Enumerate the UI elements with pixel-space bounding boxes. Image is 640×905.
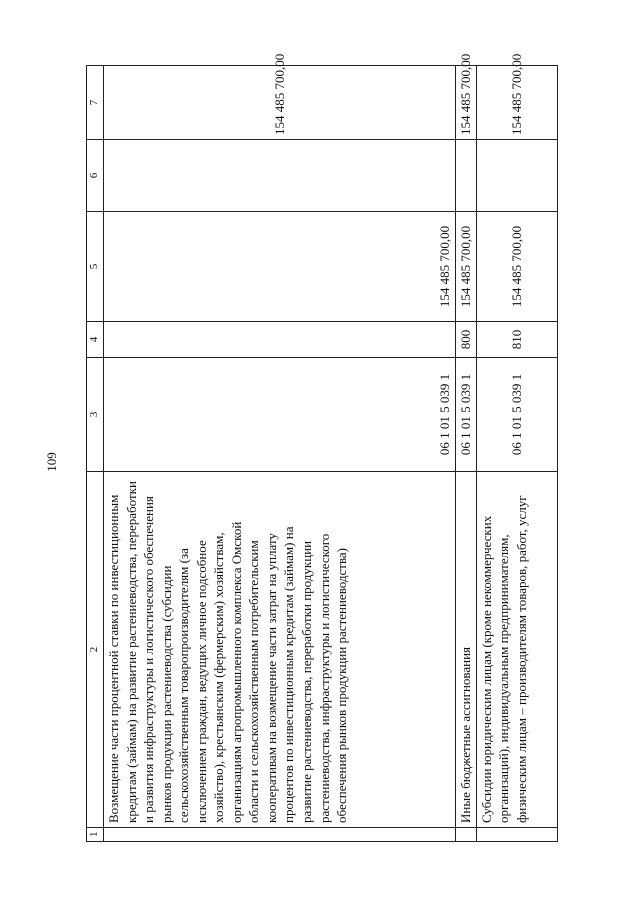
row-number-cell [456,828,477,842]
description-cell: Субсидии юридическим лицам (кроме некоммерческих организаций), индивидуальным предпринимателям, физическим лицам – производителям товаров, работ, услуг [476,472,557,828]
code-cell: 06 1 01 5 039 1 [456,358,477,472]
amount-col6-cell [476,140,557,212]
table-row [104,66,456,842]
header-col-2: 2 [87,472,104,828]
amount-col7-cell: 154 485 700,00 [104,66,456,140]
header-row [87,66,104,842]
table-row [476,66,557,842]
budget-table-page [86,53,558,842]
amount-col7-cell: 154 485 700,00 [476,66,557,140]
row-number-cell [476,828,557,842]
header-col-5: 5 [87,212,104,322]
code-cell: 06 1 01 5 039 1 [104,358,456,472]
expense-type-cell: 800 [456,322,477,358]
amount-col5-cell: 154 485 700,00 [476,212,557,322]
page-number: 109 [44,452,59,472]
description-cell: Иные бюджетные ассигнования [456,472,477,828]
table-row [456,66,477,842]
description-cell: Возмещение части процентной ставки по инвестиционным кредитам (займам) на развитие растениеводства, переработки и развития инфраструктуры и логистического обеспечения рынков продукции растениеводства (субсидии сельскохозяйственным товаропроизводителям (за исключением граждан, ведущих личное подсобное хозяйство), крестьянским (фермерским) хозяйствам, организациям агропромышленного комплекса Омской области и сельскохозяйственным потребительским кооперативам на возмещение части затрат на уплату процентов по инвестиционным кредитам (займам) на развитие растениеводства, переработки продукции растениеводства, инфраструктуры и логистического обеспечения рынков продукции растениеводства) [104,472,456,828]
amount-col7-cell: 154 485 700,00 [456,66,477,140]
amount-col6-cell [456,140,477,212]
header-col-6: 6 [87,140,104,212]
header-col-7: 7 [87,66,104,140]
amount-col5-cell: 154 485 700,00 [456,212,477,322]
expense-type-cell: 810 [476,322,557,358]
header-col-4: 4 [87,322,104,358]
row-number-cell [104,828,456,842]
amount-col5-cell: 154 485 700,00 [104,212,456,322]
code-cell: 06 1 01 5 039 1 [476,358,557,472]
header-col-1: 1 [87,828,104,842]
budget-table [86,53,558,842]
header-col-3: 3 [87,358,104,472]
expense-type-cell [104,322,456,358]
amount-col6-cell [104,140,456,212]
